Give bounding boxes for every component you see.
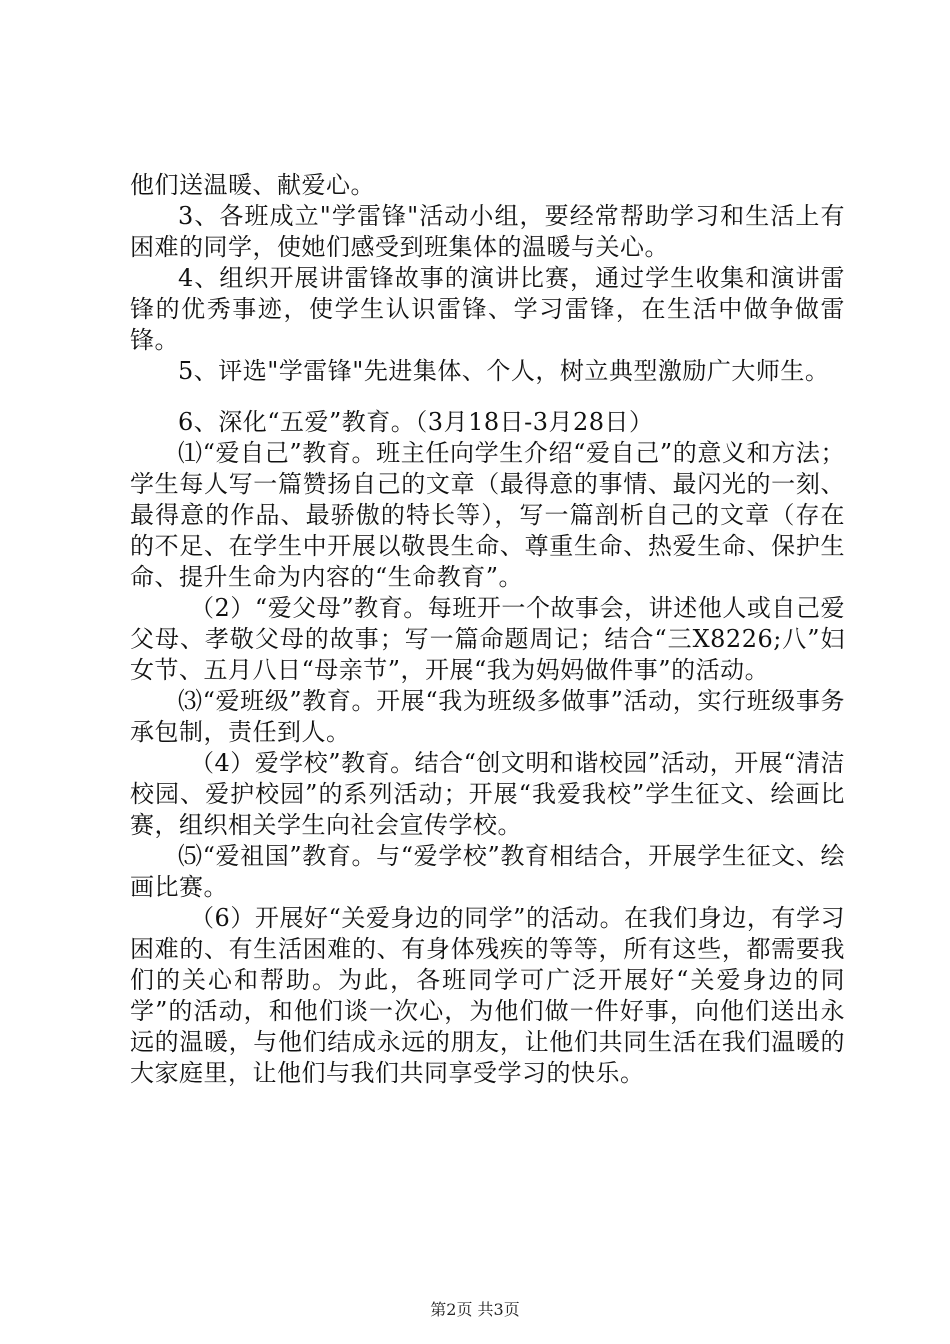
page-number-label: 第2页 共3页 xyxy=(430,1300,520,1319)
paragraph-item-3: 3、各班成立"学雷锋"活动小组，要经常帮助学习和生活上有困难的同学，使她们感受到班集体的温暖与关心。 xyxy=(130,202,845,261)
paragraph-care-classmates: （6）开展好“关爱身边的同学”的活动。在我们身边，有学习困难的、有生活困难的、有身体残疾的等等，所有这些，都需要我们的关心和帮助。为此，各班同学可广泛开展好“关爱身边的同学”的活动，和他们谈一次心，为他们做一件好事，向他们送出永远的温暖，与他们结成永远的朋友，让他们共同生活在我们温暖的大家庭里，让他们与我们共同享受学习的快乐。 xyxy=(130,904,845,1087)
page-footer xyxy=(0,1300,950,1320)
paragraph-love-parents: （2）“爱父母”教育。每班开一个故事会，讲述他人或自己爱父母、孝敬父母的故事；写一篇命题周记；结合“三X8226;八”妇女节、五月八日“母亲节”，开展“我为妈妈做件事”的活动。 xyxy=(130,594,845,684)
paragraph-love-self: ⑴“爱自己”教育。班主任向学生介绍“爱自己”的意义和方法；学生每人写一篇赞扬自己的文章（最得意的事情、最闪光的一刻、最得意的作品、最骄傲的特长等），写一篇剖析自己的文章（存在的不足、在学生中开展以敬畏生命、尊重生命、热爱生命、保护生命、提升生命为内容的“生命教育”。 xyxy=(130,439,845,591)
paragraph-item-5: 5、评选"学雷锋"先进集体、个人，树立典型激励广大师生。 xyxy=(178,357,830,385)
paragraph-item-6: 6、深化“五爱”教育。（3月18日-3月28日） xyxy=(178,408,654,436)
paragraph-love-class: ⑶“爱班级”教育。开展“我为班级多做事”活动，实行班级事务承包制，责任到人。 xyxy=(130,687,845,746)
paragraph-item-4: 4、组织开展讲雷锋故事的演讲比赛，通过学生收集和演讲雷锋的优秀事迹，使学生认识雷锋、学习雷锋，在生活中做争做雷锋。 xyxy=(130,264,845,354)
document-body xyxy=(130,170,845,1089)
paragraph-love-country: ⑸“爱祖国”教育。与“爱学校”教育相结合，开展学生征文、绘画比赛。 xyxy=(130,842,845,901)
paragraph-love-school: （4）爱学校”教育。结合“创文明和谐校园”活动，开展“清洁校园、爱护校园”的系列活动；开展“我爱我校”学生征文、绘画比赛，组织相关学生向社会宣传学校。 xyxy=(130,749,845,839)
paragraph-continuation: 他们送温暖、献爱心。 xyxy=(130,171,375,199)
